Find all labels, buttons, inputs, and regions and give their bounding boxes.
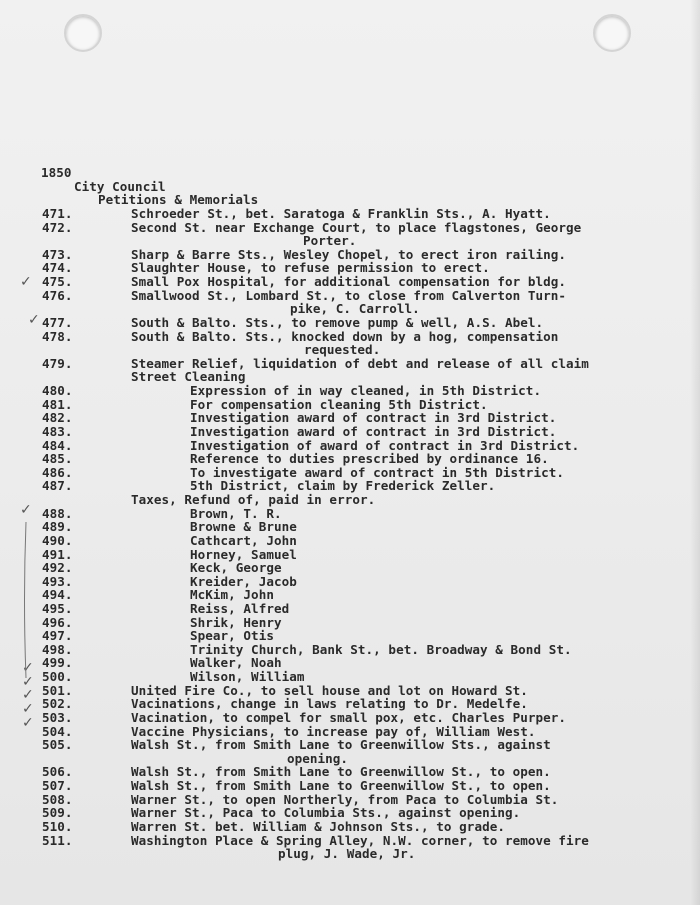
entry-continuation: opening. [287, 750, 349, 766]
entry-text: Schroeder St., bet. Saratoga & Franklin Sts., A. Hyatt. [131, 206, 551, 221]
entry-number: 493. [42, 573, 73, 589]
entry-text: Trinity Church, Bank St., bet. Broadway & Bond St. [190, 641, 572, 657]
entry-text: Walsh St., from Smith Lane to Greenwillow St., to open. [131, 764, 551, 780]
entry-number: 472. [42, 219, 73, 235]
entry-text: Investigation of award of contract in 3rd District. [190, 437, 580, 453]
entry-text: Brown, T. R. [190, 505, 282, 521]
entry-number: 488. [42, 505, 73, 521]
check-mark-icon: ✓ [22, 674, 34, 690]
entry-number: 509. [42, 805, 73, 821]
entry-number: 498. [42, 641, 73, 657]
check-mark-icon: ✓ [22, 687, 34, 703]
entry-number: 499. [42, 655, 73, 671]
entry-number: 508. [42, 791, 73, 807]
entry-number: 482. [42, 410, 73, 426]
entry-text: Wilson, William [190, 669, 305, 685]
entry-number: 479. [42, 355, 73, 371]
entry-number: 505. [42, 737, 73, 753]
entry-number: 480. [42, 383, 73, 399]
entry-number: 507. [42, 778, 73, 794]
entry-number: 489. [42, 519, 73, 535]
entry-number: 487. [42, 478, 73, 494]
entry-text: Warren St. bet. William & Johnson Sts., to grade. [131, 818, 505, 834]
entry-text: Reference to duties prescribed by ordinance 16. [190, 451, 549, 467]
check-mark-icon: ✓ [28, 312, 40, 328]
entry-number: 500. [42, 669, 73, 685]
check-mark-icon: ✓ [22, 715, 34, 731]
punch-hole-right [593, 14, 631, 52]
entry-text: Smallwood St., Lombard St., to close from Calverton Turn- [131, 287, 567, 303]
entry-text: 5th District, claim by Frederick Zeller. [190, 478, 496, 494]
entry-number: 492. [42, 560, 73, 576]
entry-text: Horney, Samuel [190, 546, 297, 562]
entry-number: 483. [42, 423, 73, 439]
entry-number: 504. [42, 723, 73, 739]
entry-text: Vacinations, change in laws relating to Dr. Medelfe. [131, 696, 528, 712]
entry-text: Vaccine Physicians, to increase pay of, William West. [131, 723, 536, 739]
check-mark-icon: ✓ [20, 502, 32, 518]
entry-text: Warner St., to open Northerly, from Paca to Columbia St. [131, 791, 559, 807]
entry-number: 490. [42, 532, 73, 548]
entry-text: Cathcart, John [190, 532, 297, 548]
entry-text: Warner St., Paca to Columbia Sts., against opening. [131, 805, 521, 821]
entry-text: Steamer Relief, liquidation of debt and release of all claim [131, 355, 589, 371]
entry-text: Investigation award of contract in 3rd District. [190, 410, 557, 426]
entry-text: Keck, George [190, 560, 282, 576]
entry-text: Shrik, Henry [190, 614, 282, 630]
entry-text: Washington Place & Spring Alley, N.W. corner, to remove fire [131, 832, 589, 848]
entry-text: Walsh St., from Smith Lane to Greenwillow Sts., against [131, 737, 551, 753]
check-mark-icon: ✓ [22, 660, 34, 676]
entry-continuation: requested. [304, 342, 381, 358]
entry-number: 510. [42, 818, 73, 834]
entry-number: 511. [42, 832, 73, 848]
entry-number: 474. [42, 260, 73, 276]
entry-number: 502. [42, 696, 73, 712]
entry-number: 478. [42, 328, 73, 344]
entry-text: For compensation cleaning 5th District. [190, 396, 488, 412]
margin-bracket-line [20, 520, 30, 680]
entry-number: 477. [42, 314, 73, 330]
entry-text: Spear, Otis [190, 628, 274, 644]
section-heading: Street Cleaning [131, 369, 246, 385]
entry-number: 485. [42, 451, 73, 467]
entry-text: Small Pox Hospital, for additional compensation for bldg. [131, 274, 567, 290]
entry-number: 503. [42, 709, 73, 725]
section-heading: Taxes, Refund of, paid in error. [131, 492, 376, 508]
entry-text: United Fire Co., to sell house and lot on Howard St. [131, 682, 528, 698]
entry-number: 494. [42, 587, 73, 603]
entry-number: 497. [42, 628, 73, 644]
entry-continuation: plug, J. Wade, Jr. [278, 846, 416, 862]
subheading: Petitions & Memorials [98, 192, 259, 207]
entry-continuation: pike, C. Carroll. [290, 301, 420, 317]
entry-text: Walker, Noah [190, 655, 282, 671]
entry-number: 484. [42, 437, 73, 453]
year: 1850 [41, 165, 72, 180]
check-mark-icon: ✓ [22, 701, 34, 717]
entry-text: McKim, John [190, 587, 274, 603]
entry-number: 486. [42, 464, 73, 480]
entry-text: Walsh St., from Smith Lane to Greenwillow St., to open. [131, 778, 551, 794]
entry-text: Sharp & Barre Sts., Wesley Chopel, to erect iron railing. [131, 246, 567, 262]
entry-number: 475. [42, 274, 73, 290]
entry-number: 471. [42, 206, 73, 221]
entry-text: South & Balto. Sts., knocked down by a hog, compensation [131, 328, 559, 344]
entry-text: Reiss, Alfred [190, 600, 290, 616]
entry-number: 495. [42, 600, 73, 616]
entry-text: Expression of in way cleaned, in 5th District. [190, 383, 542, 399]
entry-text: To investigate award of contract in 5th District. [190, 464, 564, 480]
heading: City Council [74, 179, 166, 194]
entry-text: Investigation award of contract in 3rd District. [190, 423, 557, 439]
entry-text: South & Balto. Sts., to remove pump & well, A.S. Abel. [131, 314, 544, 330]
entry-number: 473. [42, 246, 73, 262]
entry-number: 476. [42, 287, 73, 303]
entry-text: Kreider, Jacob [190, 573, 297, 589]
entry-continuation: Porter. [303, 233, 357, 249]
entry-number: 496. [42, 614, 73, 630]
entry-text: Second St. near Exchange Court, to place flagstones, George [131, 219, 582, 235]
punch-hole-left [64, 14, 102, 52]
entry-number: 491. [42, 546, 73, 562]
entry-text: Vacination, to compel for small pox, etc. Charles Purper. [131, 709, 567, 725]
entry-number: 506. [42, 764, 73, 780]
check-mark-icon: ✓ [20, 274, 32, 290]
entry-number: 481. [42, 396, 73, 412]
entry-text: Slaughter House, to refuse permission to erect. [131, 260, 490, 276]
entry-number: 501. [42, 682, 73, 698]
entry-text: Browne & Brune [190, 519, 297, 535]
